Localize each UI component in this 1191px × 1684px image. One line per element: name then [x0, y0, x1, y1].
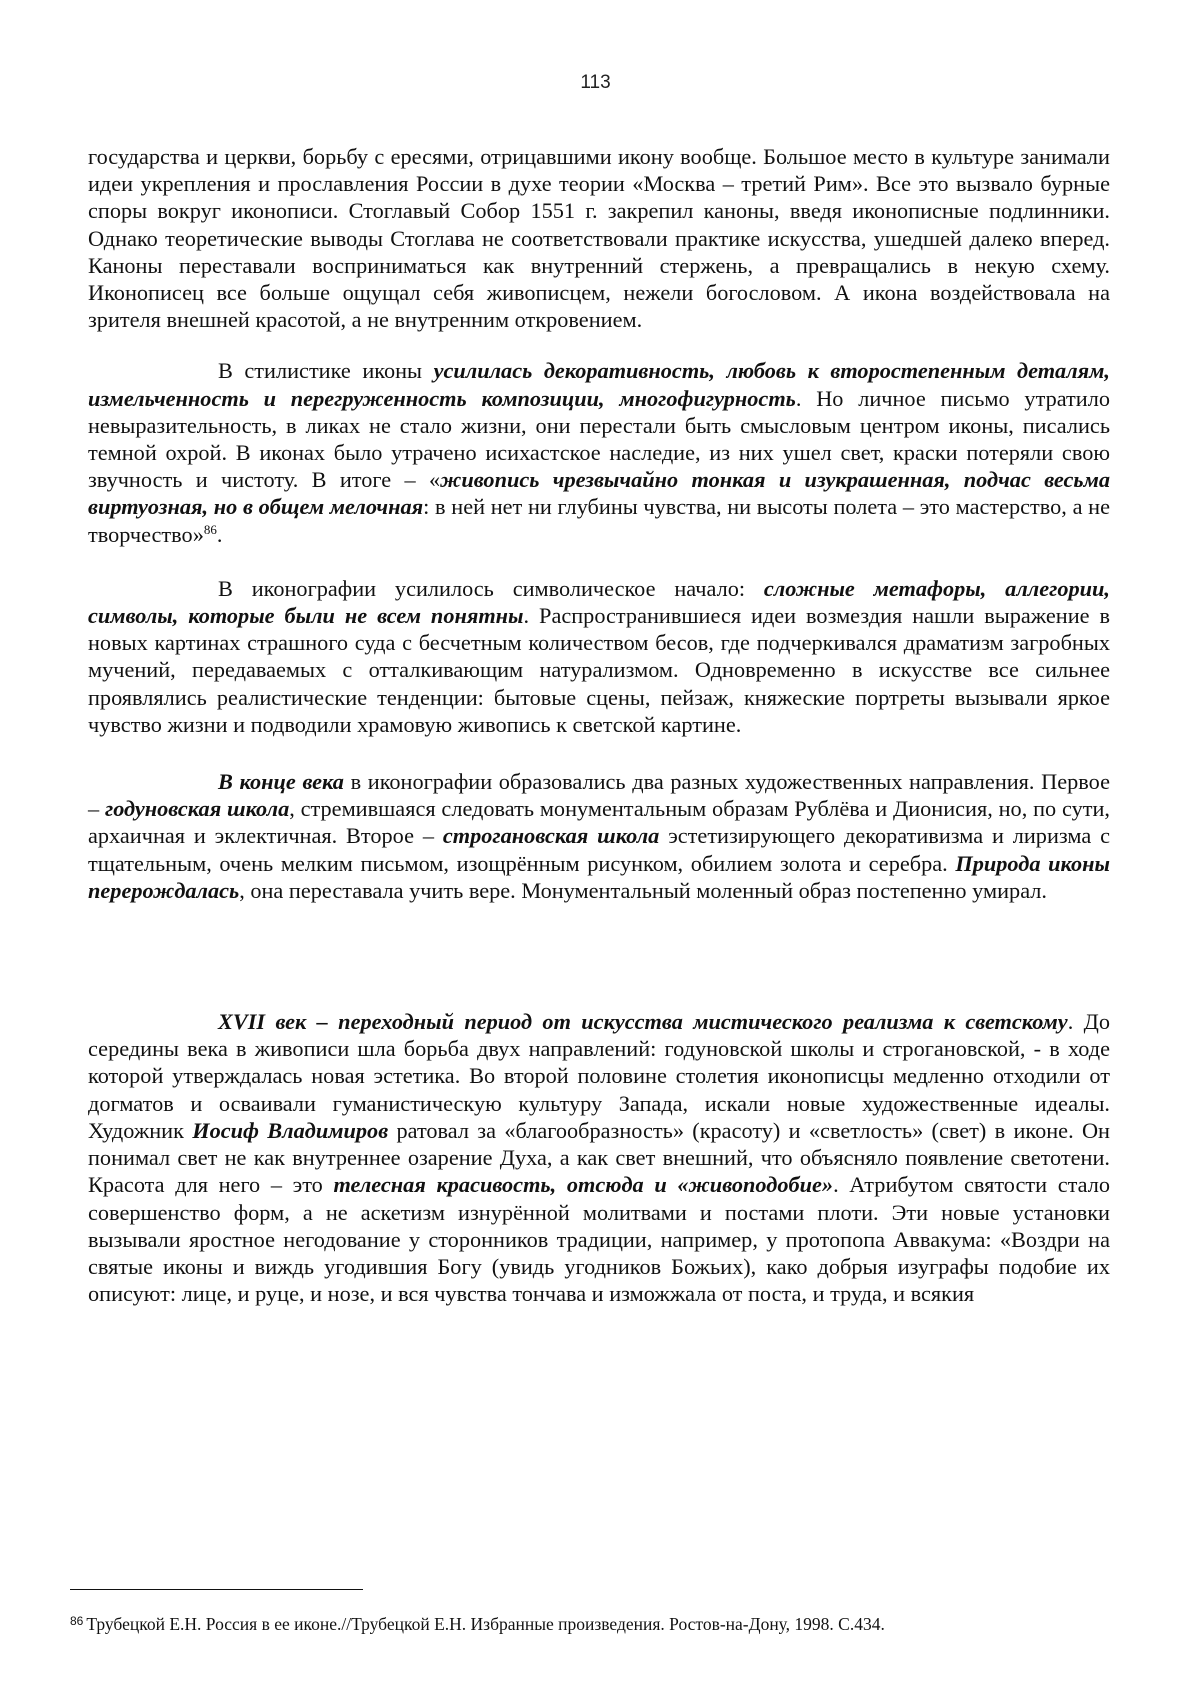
paragraph-5 [88, 1008, 1110, 1307]
text-run: : в ней нет ни глубины чувства, ни высоты полета – это мастерство, а не творчество» [88, 494, 1111, 547]
text-run: в иконографии образовались два разных художественных направления. Первое – [88, 769, 1110, 822]
emphasis-run: сложные метафоры, аллегории, символы, которые были не всем понятны [88, 575, 1111, 629]
text-run: ратовал за «благообразность» (красоту) и «светлость» (свет) в иконе. Он понимал свет не как внутреннее озарение Духа, а как свет внешний, что объясняло появление светотени. Красота для него – это [88, 1117, 1110, 1198]
text-run: В стилистике иконы [218, 358, 434, 384]
emphasis-run: Природа иконы перерождалась [88, 850, 1110, 903]
text-run: . До середины века в живописи шла борьба двух направлений: годуновской школы и строгановской, - в ходе которой утверждалась новая эстетика. Во второй половине столетия иконописцы медленно отходили от догматов и осваивали гуманистическую культуру Запада, искали новые художественные идеалы. Художник [88, 1009, 1110, 1143]
paragraph-4 [88, 768, 1110, 904]
footnote-reference[interactable]: 86 [203, 521, 217, 537]
footnote-mark: 86 [70, 1614, 84, 1628]
text-run: эстетизирующего декоративизма и лиризма с тщательным, очень мелким письмом, изощрённым рисунком, обилием золота и серебра. [88, 823, 1110, 876]
emphasis-run: Иосиф Владимиров [192, 1117, 389, 1143]
emphasis-run: В конце века [218, 769, 344, 795]
section-heading-run: XVII век – переходный период от искусства мистического реализма к светскому [218, 1009, 1068, 1035]
footnote-separator [70, 1589, 363, 1590]
footnote [70, 1610, 1110, 1635]
emphasis-run: живопись чрезвычайно тонкая и изукрашенная, подчас весьма виртуозная, но в общем мелочная [88, 467, 1110, 520]
main-text [88, 143, 1110, 1307]
page-number: 113 [580, 72, 611, 93]
text-run: , стремившаяся следовать монументальным образам Рублёва и Дионисия, но, по сути, архаичная и эклектичная. Второе – [88, 796, 1110, 849]
paragraph-2 [88, 357, 1110, 547]
emphasis-run: телесная красивость, отсюда и «живоподобие» [333, 1172, 834, 1198]
emphasis-run: годуновская школа [104, 796, 290, 822]
text-run: , она переставала учить вере. Монументальный моленный образ постепенно умирал. [239, 877, 1047, 903]
text-run: . Но личное письмо утратило невыразительность, в ликах не стало жизни, они перестали быть смысловым центром иконы, писались темной охрой. В иконах было утрачено исихастское наследие, из них ушел свет, краски потеряли свою звучность и чистоту. В итоге – « [88, 385, 1111, 493]
text-run: . Распространившиеся идеи возмездия нашли выражение в новых картинах страшного суда с бесчетным количеством бесов, где подчеркивался драматизм загробных мучений, передаваемых с отталкивающим натурализмом. Одновременно в искусстве все сильнее проявлялись реалистические тенденции: бытовые сцены, пейзаж, княжеские портреты вызывали яркое чувство жизни и подводили храмовую живопись к светской картине. [88, 603, 1111, 737]
text-run: . [216, 521, 223, 547]
text-run: . Атрибутом святости стало совершенство форм, а не аскетизм изнурённой молитвами и постами плоти. Эти новые установки вызывали яростное негодование у сторонников традиции, например, у протопопа Аввакума: «Воздри на святые иконы и виждь угодившия Богу (увидь угодников Божьих), како добрыя изуграфы подобие их описуют: лице, и руце, и нозе, и вся чувства тончава и изможжала от поста, и труда, и всякия [88, 1172, 1111, 1307]
paragraph-1: государства и церкви, борьбу с ересями, отрицавшими икону вообще. Большое место в культуре занимали идеи укрепления и прославления России в духе теории «Москва – третий Рим». Все это вызвало бурные споры вокруг иконописи. Стоглавый Собор 1551 г. закрепил каноны, введя иконописные подлинники. Однако теоретические выводы Стоглава не соответствовали практике искусства, ушедшей далеко вперед. Каноны переставали восприниматься как внутренний стержень, а превращались в некую схему. Иконописец все больше ощущал себя живописцем, нежели богословом. А икона воздействовала на зрителя внешней красотой, а не внутренним откровением. [88, 144, 1110, 333]
text-run: В иконографии усилилось символическое начало: [218, 575, 764, 601]
emphasis-run: строгановская школа [442, 823, 660, 849]
paragraph-3 [88, 575, 1110, 738]
emphasis-run: усилилась декоративность, любовь к второстепенным деталям, измельченность и перегруженность композиции, многофигурность [88, 358, 1110, 411]
footnote-text: Трубецкой Е.Н. Россия в ее иконе.//Трубецкой Е.Н. Избранные произведения. Ростов-на-Дону, 1998. С.434. [86, 1614, 885, 1634]
